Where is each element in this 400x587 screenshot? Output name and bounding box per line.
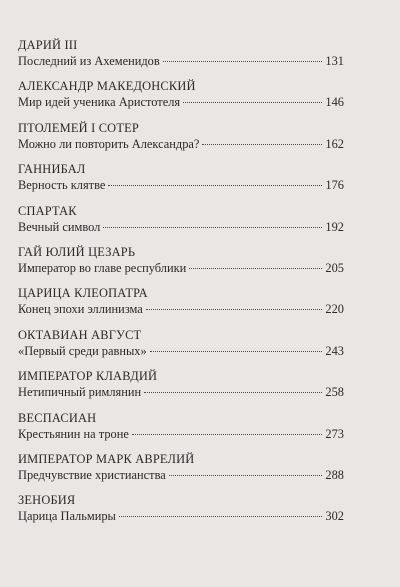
toc-entry-name: ГАЙ ЮЛИЙ ЦЕЗАРЬ xyxy=(18,244,136,259)
dot-leader xyxy=(108,185,322,186)
toc-entry-row xyxy=(18,427,344,441)
toc-entry-subtitle: Нетипичный римлянин xyxy=(18,385,142,400)
dot-leader xyxy=(163,61,323,62)
toc-entry-page: 205 xyxy=(325,260,344,275)
dot-leader xyxy=(144,392,322,393)
toc-entry-page: 258 xyxy=(325,385,344,400)
toc-entry-row xyxy=(18,344,344,358)
toc-entry-row xyxy=(18,220,344,234)
toc-entry xyxy=(18,204,344,245)
toc-entry-name: ВЕСПАСИАН xyxy=(18,410,97,425)
toc-entry-name: ОКТАВИАН АВГУСТ xyxy=(18,327,142,342)
toc-entry xyxy=(18,369,344,410)
toc-entry-row xyxy=(18,137,344,151)
toc-entry-name: ЦАРИЦА КЛЕОПАТРА xyxy=(18,286,148,301)
toc-entry xyxy=(18,328,344,369)
dot-leader xyxy=(183,102,322,103)
toc-entry xyxy=(18,286,344,327)
dot-leader xyxy=(202,144,322,145)
toc-entry-name: СПАРТАК xyxy=(18,203,77,218)
toc-entry-subtitle: Мир идей ученика Аристотеля xyxy=(18,95,181,110)
toc-entry-subtitle: Можно ли повторить Александра? xyxy=(18,136,200,151)
toc-entry-subtitle: «Первый среди равных» xyxy=(18,343,147,358)
toc-entry xyxy=(18,411,344,452)
toc-entry xyxy=(18,162,344,203)
toc-entry-subtitle: Крестьянин на троне xyxy=(18,426,129,441)
toc-entry-name: АЛЕКСАНДР МАКЕДОНСКИЙ xyxy=(18,79,196,94)
toc-entry xyxy=(18,245,344,286)
toc-entry-row xyxy=(18,385,344,399)
dot-leader xyxy=(169,475,323,476)
dot-leader xyxy=(189,268,322,269)
toc-entry-subtitle: Император во главе республики xyxy=(18,260,187,275)
toc-entry-name: ДАРИЙ III xyxy=(18,38,78,52)
toc-entry-subtitle: Конец эпохи эллинизма xyxy=(18,302,143,317)
toc-entry-subtitle: Царица Пальмиры xyxy=(18,509,116,524)
toc-entry-row xyxy=(18,54,344,68)
dot-leader xyxy=(119,516,323,517)
toc-entry-page: 220 xyxy=(325,302,344,317)
toc-entry-subtitle: Вечный символ xyxy=(18,219,101,234)
toc-entry xyxy=(18,79,344,120)
toc-entry-page: 243 xyxy=(325,343,344,358)
toc-entry-subtitle: Предчувствие христианства xyxy=(18,467,166,482)
dot-leader xyxy=(132,434,323,435)
toc-entry-subtitle: Верность клятве xyxy=(18,178,106,193)
toc-entry-name: ИМПЕРАТОР МАРК АВРЕЛИЙ xyxy=(18,451,195,466)
dot-leader xyxy=(103,227,322,228)
toc-entry xyxy=(18,493,344,534)
toc-entry xyxy=(18,452,344,493)
toc-entry-page: 302 xyxy=(325,509,344,524)
dot-leader xyxy=(146,309,323,310)
dot-leader xyxy=(150,351,323,352)
toc-entry-page: 176 xyxy=(325,178,344,193)
toc-entry-row xyxy=(18,302,344,316)
toc-entry-page: 288 xyxy=(325,467,344,482)
toc-entry-row xyxy=(18,95,344,109)
toc-entry-row xyxy=(18,468,344,482)
toc-entry-page: 131 xyxy=(325,54,344,68)
toc-entry-subtitle: Последний из Ахеменидов xyxy=(18,54,160,68)
table-of-contents xyxy=(18,38,344,535)
toc-entry-page: 162 xyxy=(325,136,344,151)
toc-entry-page: 192 xyxy=(325,219,344,234)
toc-entry-row xyxy=(18,509,344,523)
toc-entry-name: ЗЕНОБИЯ xyxy=(18,493,76,508)
toc-entry-name: ПТОЛЕМЕЙ I СОТЕР xyxy=(18,120,139,135)
toc-entry xyxy=(18,121,344,162)
toc-entry-name: ГАННИБАЛ xyxy=(18,162,86,177)
toc-entry-row xyxy=(18,261,344,275)
toc-entry-page: 146 xyxy=(325,95,344,110)
toc-entry-name: ИМПЕРАТОР КЛАВДИЙ xyxy=(18,369,158,384)
toc-entry xyxy=(18,38,344,79)
toc-entry-page: 273 xyxy=(325,426,344,441)
toc-entry-row xyxy=(18,178,344,192)
